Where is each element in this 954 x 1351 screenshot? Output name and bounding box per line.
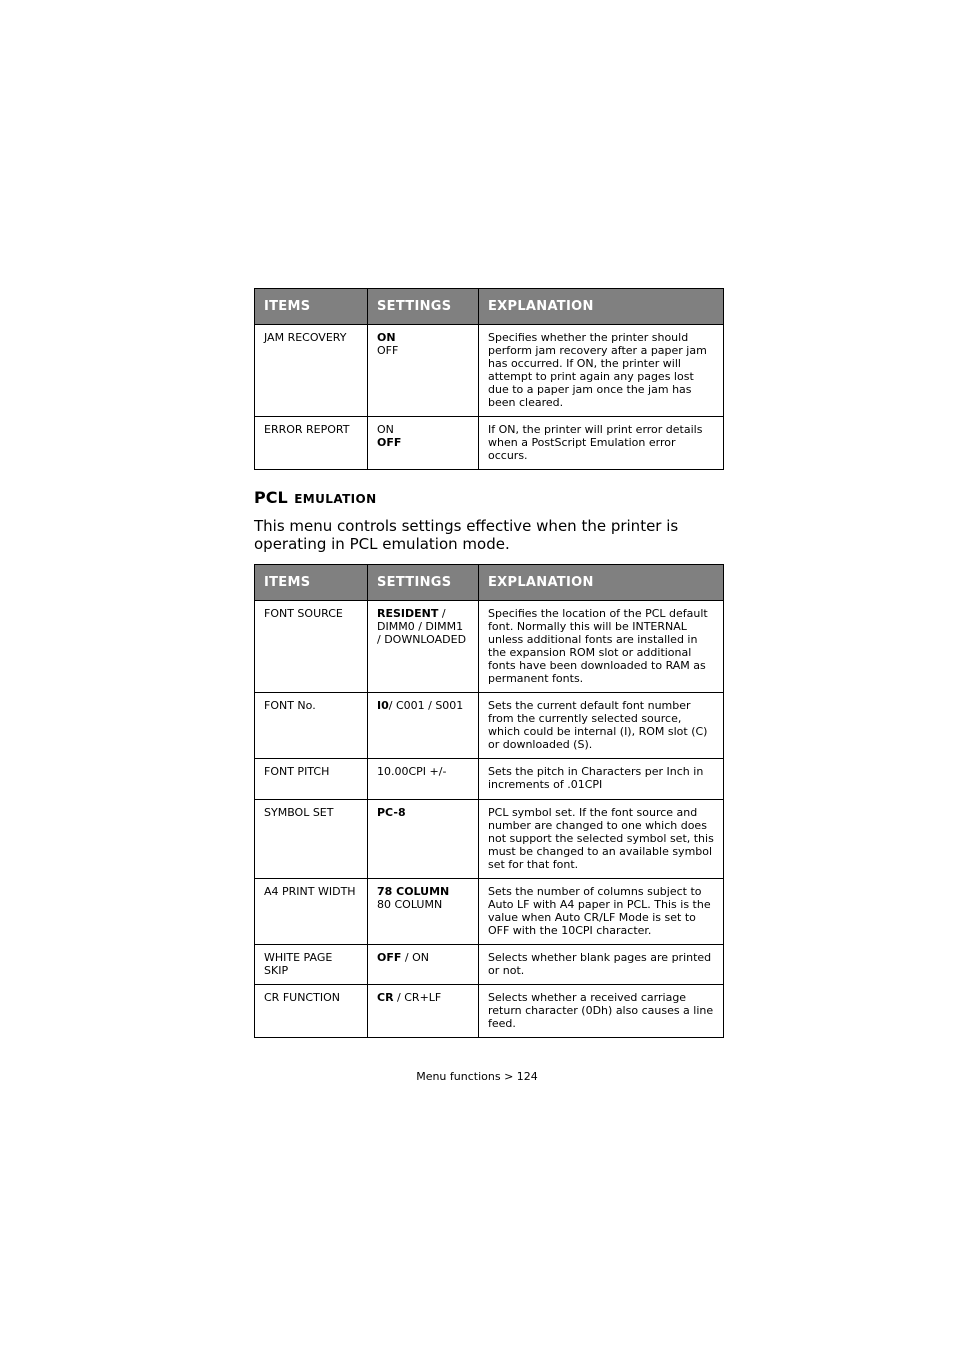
setting-options: 10.00CPI +/- <box>377 765 447 778</box>
explanation-cell: If ON, the printer will print error details when a PostScript Emulation error occurs. <box>479 417 724 470</box>
item-cell: FONT SOURCE <box>255 601 368 693</box>
item-cell: FONT PITCH <box>255 759 368 800</box>
setting-option: OFF <box>377 344 399 357</box>
default-setting: 78 COLUMN <box>377 885 450 898</box>
default-setting: CR <box>377 991 394 1004</box>
item-cell: CR FUNCTION <box>255 985 368 1038</box>
default-setting: I0 <box>377 699 389 712</box>
explanation-cell: Selects whether blank pages are printed or not. <box>479 945 724 985</box>
table-row <box>255 985 724 1038</box>
pcl-emulation-table <box>254 564 724 1038</box>
default-setting: RESIDENT <box>377 607 439 620</box>
item-cell: WHITE PAGE SKIP <box>255 945 368 985</box>
settings-cell <box>368 759 479 800</box>
table-row <box>255 759 724 800</box>
setting-option: 80 COLUMN <box>377 898 443 911</box>
explanation-cell: PCL symbol set. If the font source and number are changed to one which does not support the selected symbol set, this must be changed to an available symbol set for that font. <box>479 800 724 879</box>
explanation-cell: Specifies the location of the PCL default font. Normally this will be INTERNAL unless additional fonts are installed in the expansion ROM slot or additional fonts have been downloaded to RAM as permanent fonts. <box>479 601 724 693</box>
setting-option: ON <box>377 423 394 436</box>
section-heading: PCL EMULATION <box>254 488 377 507</box>
default-setting: OFF <box>377 951 402 964</box>
item-cell: ERROR REPORT <box>255 417 368 470</box>
table-header-row <box>255 565 724 601</box>
item-cell: FONT No. <box>255 693 368 759</box>
items-header: ITEMS <box>255 565 368 601</box>
table-row <box>255 800 724 879</box>
table-row <box>255 601 724 693</box>
table-row <box>255 417 724 470</box>
item-cell: SYMBOL SET <box>255 800 368 879</box>
settings-cell <box>368 985 479 1038</box>
table-row <box>255 325 724 417</box>
explanation-cell: Sets the current default font number from the currently selected source, which could be internal (I), ROM slot (C) or downloaded (S). <box>479 693 724 759</box>
settings-cell <box>368 417 479 470</box>
explanation-cell: Specifies whether the printer should perform jam recovery after a paper jam has occurred. If ON, the printer will attempt to print again any pages lost due to a paper jam once the jam has been cleared. <box>479 325 724 417</box>
settings-header: SETTINGS <box>368 289 479 325</box>
settings-cell <box>368 325 479 417</box>
setting-options: / ON <box>401 951 429 964</box>
default-setting: OFF <box>377 436 402 449</box>
setting-options: / DIMM0 / DIMM1 / DOWNLOADED <box>377 607 467 646</box>
default-setting: ON <box>377 331 396 344</box>
default-setting: PC-8 <box>377 806 406 819</box>
items-header: ITEMS <box>255 289 368 325</box>
explanation-header: EXPLANATION <box>479 565 724 601</box>
item-cell: JAM RECOVERY <box>255 325 368 417</box>
section-intro: This menu controls settings effective when the printer is operating in PCL emulation mode. <box>254 517 679 553</box>
page-footer: Menu functions > 124 <box>416 1070 538 1083</box>
settings-cell <box>368 945 479 985</box>
setting-options: / CR+LF <box>393 991 442 1004</box>
printer-menu-table <box>254 288 724 470</box>
setting-options: / C001 / S001 <box>388 699 464 712</box>
explanation-cell: Selects whether a received carriage return character (0Dh) also causes a line feed. <box>479 985 724 1038</box>
table-row <box>255 879 724 945</box>
table-row <box>255 693 724 759</box>
settings-cell <box>368 693 479 759</box>
settings-cell <box>368 601 479 693</box>
explanation-header: EXPLANATION <box>479 289 724 325</box>
explanation-cell: Sets the number of columns subject to Auto LF with A4 paper in PCL. This is the value when Auto CR/LF Mode is set to OFF with the 10CPI character. <box>479 879 724 945</box>
settings-cell <box>368 800 479 879</box>
table-header-row <box>255 289 724 325</box>
settings-cell <box>368 879 479 945</box>
explanation-cell: Sets the pitch in Characters per Inch in increments of .01CPI <box>479 759 724 800</box>
table-row <box>255 945 724 985</box>
item-cell: A4 PRINT WIDTH <box>255 879 368 945</box>
settings-header: SETTINGS <box>368 565 479 601</box>
